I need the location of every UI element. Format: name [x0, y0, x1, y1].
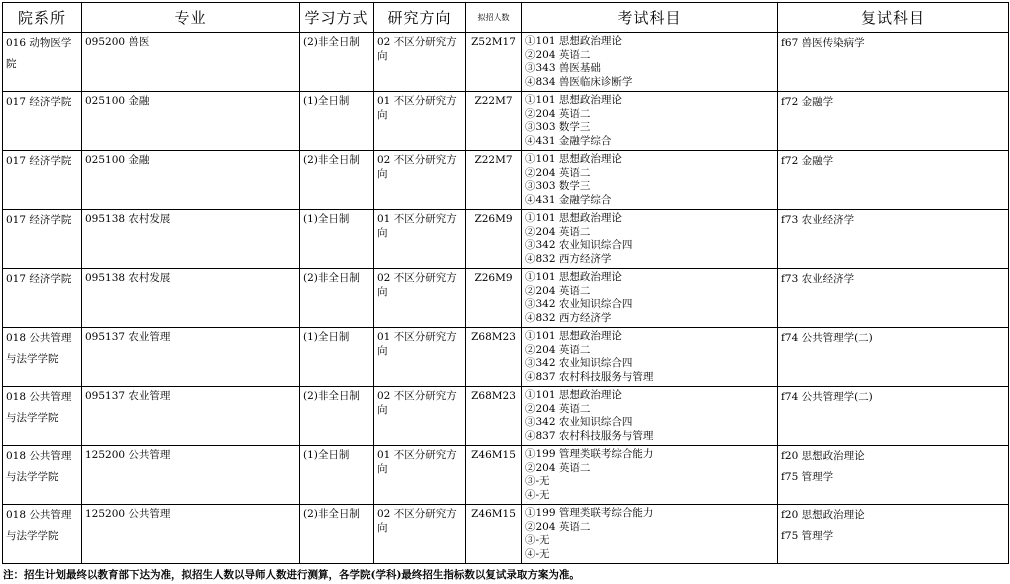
study-mode-cell: [300, 151, 374, 210]
college-cell: [3, 92, 82, 151]
research-direction-cell-text: 01 不区分研究方向: [377, 449, 457, 475]
exam-subjects-cell: [522, 92, 778, 151]
quota-cell-text: Z46M15: [471, 508, 516, 520]
retest-subject: f67 兽医传染病学: [781, 37, 865, 49]
footnote: 注：招生计划最终以教育部下达为准，拟招生人数以导师人数进行测算，各学院(学科)最终招生指标数以复试录取方案为准。: [3, 569, 580, 581]
table-row: [3, 210, 1009, 269]
study-mode-cell-text: (1)全日制: [303, 213, 350, 225]
major-cell-text: 025100 金融: [85, 95, 150, 107]
retest-subjects-cell: [778, 387, 1009, 446]
header-direction: 研究方向: [374, 3, 466, 33]
exam-subject: ④832 西方经济学: [525, 252, 612, 265]
college-cell-text: 017 经济学院: [6, 155, 72, 167]
research-direction-cell: [374, 151, 466, 210]
study-mode-cell: [300, 210, 374, 269]
exam-subject: ①101 思想政治理论: [525, 212, 622, 224]
research-direction-cell-text: 02 不区分研究方向: [377, 36, 457, 62]
college-cell-text: 017 经济学院: [6, 96, 72, 108]
quota-cell: [466, 92, 522, 151]
quota-cell-text: Z68M23: [471, 331, 516, 343]
retest-subject: f74 公共管理学(二): [781, 391, 873, 403]
retest-subjects-cell: [778, 33, 1009, 92]
retest-subject: f74 公共管理学(二): [781, 332, 873, 344]
header-retest: 复试科目: [778, 3, 1009, 33]
exam-subject: ④834 兽医临床诊断学: [525, 75, 633, 88]
major-cell: [82, 387, 300, 446]
retest-subjects-cell: [778, 92, 1009, 151]
exam-subjects-cell: [522, 387, 778, 446]
retest-subject: f20 思想政治理论: [781, 450, 865, 462]
table-row: [3, 151, 1009, 210]
header-college: 院系所: [3, 3, 82, 33]
study-mode-cell: [300, 328, 374, 387]
exam-subject: ④-无: [525, 547, 550, 560]
header-quota: 拟招人数: [466, 3, 522, 33]
quota-cell: [466, 328, 522, 387]
retest-subject: f75 管理学: [781, 471, 834, 483]
exam-subject: ④837 农村科技服务与管理: [525, 429, 654, 442]
retest-subject: f20 思想政治理论: [781, 509, 865, 521]
table-row: [3, 269, 1009, 328]
exam-subject: ②204 英语二: [525, 107, 591, 120]
study-mode-cell-text: (1)全日制: [303, 449, 350, 461]
study-mode-cell-text: (2)非全日制: [303, 272, 360, 284]
table-row: [3, 505, 1009, 564]
study-mode-cell: [300, 387, 374, 446]
quota-cell: [466, 387, 522, 446]
college-cell-text: 018 公共管理与法学学院: [6, 450, 72, 483]
study-mode-cell-text: (2)非全日制: [303, 390, 360, 402]
exam-subject: ③303 数学三: [525, 180, 591, 192]
major-cell-text: 095137 农业管理: [85, 390, 171, 402]
quota-cell-text: Z46M15: [471, 449, 516, 461]
major-cell-text: 095138 农村发展: [85, 213, 171, 225]
exam-subjects-cell: [522, 505, 778, 564]
retest-subjects-cell: [778, 151, 1009, 210]
college-cell-text: 017 经济学院: [6, 214, 72, 226]
exam-subject: ②204 英语二: [525, 343, 591, 356]
exam-subject: ②204 英语二: [525, 166, 591, 179]
quota-cell: [466, 446, 522, 505]
retest-subjects-cell: [778, 446, 1009, 505]
study-mode-cell: [300, 33, 374, 92]
exam-subjects-cell: [522, 210, 778, 269]
college-cell-text: 017 经济学院: [6, 273, 72, 285]
quota-cell: [466, 210, 522, 269]
exam-subject: ①101 思想政治理论: [525, 330, 622, 342]
exam-subject: ①101 思想政治理论: [525, 153, 622, 165]
exam-subject: ③342 农业知识综合四: [525, 357, 633, 369]
quota-cell-text: Z22M7: [474, 95, 513, 107]
quota-cell: [466, 505, 522, 564]
exam-subject: ②204 英语二: [525, 520, 591, 533]
table-row: [3, 328, 1009, 387]
study-mode-cell-text: (1)全日制: [303, 331, 350, 343]
college-cell: [3, 505, 82, 564]
exam-subject: ①101 思想政治理论: [525, 271, 622, 283]
retest-subjects-cell: [778, 269, 1009, 328]
college-cell-text: 018 公共管理与法学学院: [6, 391, 72, 424]
research-direction-cell-text: 01 不区分研究方向: [377, 95, 457, 121]
research-direction-cell: [374, 269, 466, 328]
exam-subjects-cell: [522, 446, 778, 505]
college-cell-text: 016 动物医学院: [6, 37, 72, 70]
study-mode-cell-text: (2)非全日制: [303, 154, 360, 166]
header-major: 专业: [82, 3, 300, 33]
research-direction-cell-text: 01 不区分研究方向: [377, 331, 457, 357]
exam-subject: ③-无: [525, 475, 550, 487]
major-cell: [82, 446, 300, 505]
research-direction-cell: [374, 210, 466, 269]
exam-subjects-cell: [522, 269, 778, 328]
major-cell: [82, 505, 300, 564]
major-cell: [82, 269, 300, 328]
quota-cell-text: Z22M7: [474, 154, 513, 166]
research-direction-cell: [374, 505, 466, 564]
table-row: [3, 387, 1009, 446]
retest-subject: f73 农业经济学: [781, 214, 855, 226]
research-direction-cell-text: 02 不区分研究方向: [377, 154, 457, 180]
exam-subject: ②204 英语二: [525, 402, 591, 415]
research-direction-cell: [374, 92, 466, 151]
major-cell-text: 125200 公共管理: [85, 508, 171, 520]
exam-subjects-cell: [522, 151, 778, 210]
study-mode-cell: [300, 269, 374, 328]
major-cell: [82, 151, 300, 210]
college-cell: [3, 446, 82, 505]
research-direction-cell: [374, 328, 466, 387]
major-cell-text: 095138 农村发展: [85, 272, 171, 284]
major-cell: [82, 33, 300, 92]
retest-subjects-cell: [778, 210, 1009, 269]
quota-cell-text: Z68M23: [471, 390, 516, 402]
research-direction-cell-text: 02 不区分研究方向: [377, 272, 457, 298]
study-mode-cell-text: (2)非全日制: [303, 36, 360, 48]
retest-subject: f72 金融学: [781, 96, 834, 108]
retest-subjects-cell: [778, 328, 1009, 387]
exam-subject: ①199 管理类联考综合能力: [525, 507, 654, 519]
header-row: [3, 3, 1009, 33]
college-cell: [3, 387, 82, 446]
research-direction-cell: [374, 446, 466, 505]
exam-subject: ④431 金融学综合: [525, 134, 612, 147]
quota-cell-text: Z52M17: [471, 36, 516, 48]
college-cell: [3, 210, 82, 269]
exam-subject: ②204 英语二: [525, 225, 591, 238]
retest-subject: f72 金融学: [781, 155, 834, 167]
retest-subjects-cell: [778, 505, 1009, 564]
college-cell: [3, 269, 82, 328]
exam-subject: ②204 英语二: [525, 284, 591, 297]
quota-cell: [466, 151, 522, 210]
research-direction-cell-text: 02 不区分研究方向: [377, 390, 457, 416]
table-row: [3, 92, 1009, 151]
college-cell-text: 018 公共管理与法学学院: [6, 332, 72, 365]
exam-subject: ④-无: [525, 488, 550, 501]
header-exam: 考试科目: [522, 3, 778, 33]
exam-subject: ①101 思想政治理论: [525, 94, 622, 106]
study-mode-cell-text: (2)非全日制: [303, 508, 360, 520]
exam-subjects-cell: [522, 328, 778, 387]
quota-cell-text: Z26M9: [474, 213, 513, 225]
exam-subject: ③342 农业知识综合四: [525, 239, 633, 251]
major-cell-text: 125200 公共管理: [85, 449, 171, 461]
study-mode-cell: [300, 505, 374, 564]
retest-subject: f73 农业经济学: [781, 273, 855, 285]
research-direction-cell: [374, 33, 466, 92]
exam-subject: ①199 管理类联考综合能力: [525, 448, 654, 460]
exam-subject: ③343 兽医基础: [525, 62, 601, 74]
college-cell: [3, 328, 82, 387]
table-row: [3, 446, 1009, 505]
major-cell: [82, 328, 300, 387]
quota-cell: [466, 269, 522, 328]
research-direction-cell-text: 01 不区分研究方向: [377, 213, 457, 239]
exam-subject: ②204 英语二: [525, 48, 591, 61]
study-mode-cell: [300, 446, 374, 505]
study-mode-cell-text: (1)全日制: [303, 95, 350, 107]
research-direction-cell-text: 02 不区分研究方向: [377, 508, 457, 534]
major-cell-text: 095137 农业管理: [85, 331, 171, 343]
exam-subject: ③342 农业知识综合四: [525, 298, 633, 310]
major-cell: [82, 92, 300, 151]
exam-subject: ①101 思想政治理论: [525, 389, 622, 401]
quota-cell-text: Z26M9: [474, 272, 513, 284]
college-cell: [3, 33, 82, 92]
retest-subject: f75 管理学: [781, 530, 834, 542]
exam-subject: ③303 数学三: [525, 121, 591, 133]
admission-table: [2, 2, 1009, 564]
exam-subject: ③-无: [525, 534, 550, 546]
header-mode: 学习方式: [300, 3, 374, 33]
college-cell-text: 018 公共管理与法学学院: [6, 509, 72, 542]
exam-subject: ③342 农业知识综合四: [525, 416, 633, 428]
exam-subject: ④837 农村科技服务与管理: [525, 370, 654, 383]
major-cell: [82, 210, 300, 269]
exam-subject: ②204 英语二: [525, 461, 591, 474]
quota-cell: [466, 33, 522, 92]
college-cell: [3, 151, 82, 210]
research-direction-cell: [374, 387, 466, 446]
major-cell-text: 025100 金融: [85, 154, 150, 166]
exam-subjects-cell: [522, 33, 778, 92]
study-mode-cell: [300, 92, 374, 151]
exam-subject: ①101 思想政治理论: [525, 35, 622, 47]
exam-subject: ④832 西方经济学: [525, 311, 612, 324]
table-row: [3, 33, 1009, 92]
major-cell-text: 095200 兽医: [85, 36, 150, 48]
exam-subject: ④431 金融学综合: [525, 193, 612, 206]
